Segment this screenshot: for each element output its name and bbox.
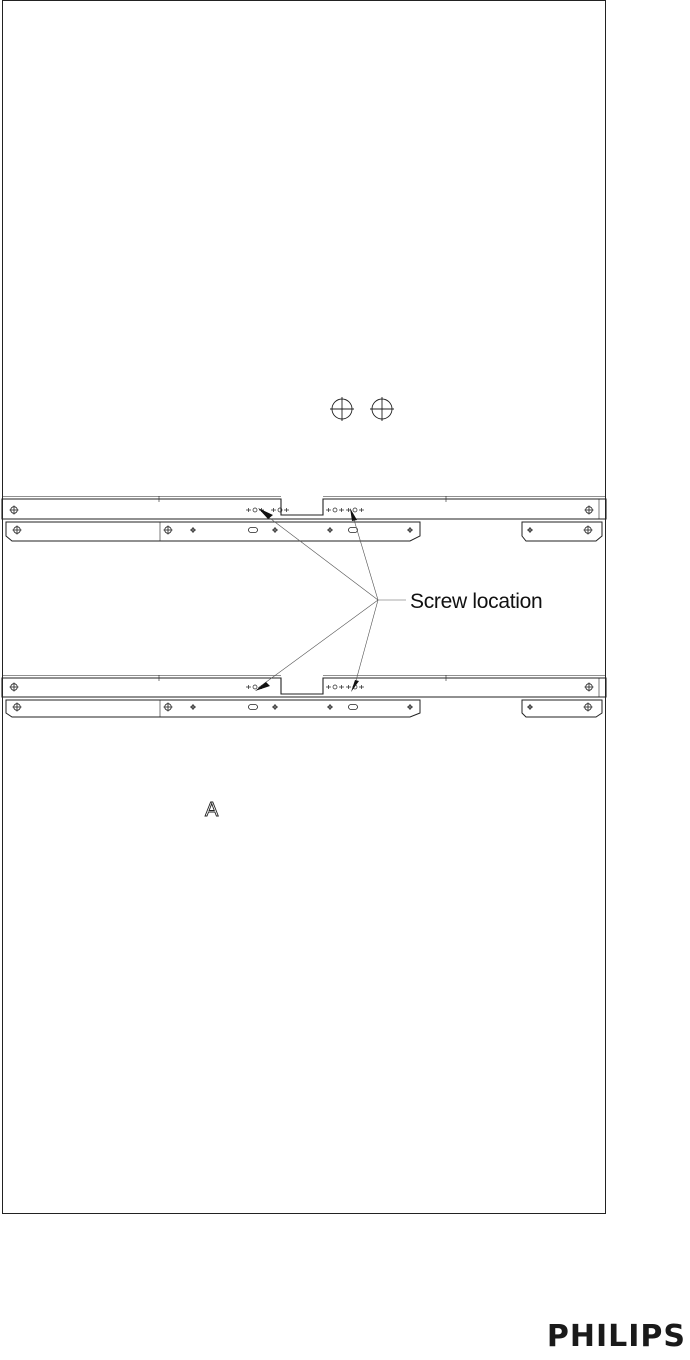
screw-hole-icon [164,703,173,712]
screw-hole-icon [584,526,593,535]
screw-hole-icon [327,527,333,533]
screw-location-leaders [258,513,406,688]
screw-hole-icon [272,704,278,710]
upper-rail-bottom [6,522,420,541]
slot-hole-icon [349,705,358,710]
screw-hole-icon [527,527,533,533]
screw-hole-icon [326,508,344,512]
slot-hole-icon [249,528,258,533]
leader-line [258,600,378,688]
arrowhead-icon [255,508,359,692]
screw-hole-icon [164,526,173,535]
crosshair-circle-icon [370,397,394,421]
screw-hole-icon [10,506,19,515]
part-marker-label: A [205,799,219,821]
leader-line [263,513,378,600]
screw-hole-icon [585,506,594,515]
leader-line [354,600,378,688]
leader-line [352,513,378,600]
screw-hole-icon [13,703,22,712]
lower-bracket [2,675,606,717]
screw-hole-icon [407,527,413,533]
screw-hole-icon [13,526,22,535]
philips-logo: PHILIPS [546,1319,686,1354]
screw-hole-icon [190,527,196,533]
screw-hole-icon [272,527,278,533]
upper-bracket [2,496,606,541]
slot-hole-icon [349,528,358,533]
screw-hole-icon [271,508,289,512]
screw-hole-icon [527,704,533,710]
screw-hole-icon [190,704,196,710]
crosshair-circle-icon [330,397,354,421]
screw-hole-icon [585,683,594,692]
screw-hole-icon [326,685,344,689]
lower-rail-top [2,678,606,697]
lower-rail-bottom [6,700,420,717]
screw-hole-icon [584,703,593,712]
slot-hole-icon [249,705,258,710]
screw-hole-icon [407,704,413,710]
upper-rail-top [2,499,606,519]
screw-location-label: Screw location [410,590,543,613]
screw-hole-icon [346,508,364,512]
screw-hole-icon [327,704,333,710]
screw-hole-icon [10,683,19,692]
